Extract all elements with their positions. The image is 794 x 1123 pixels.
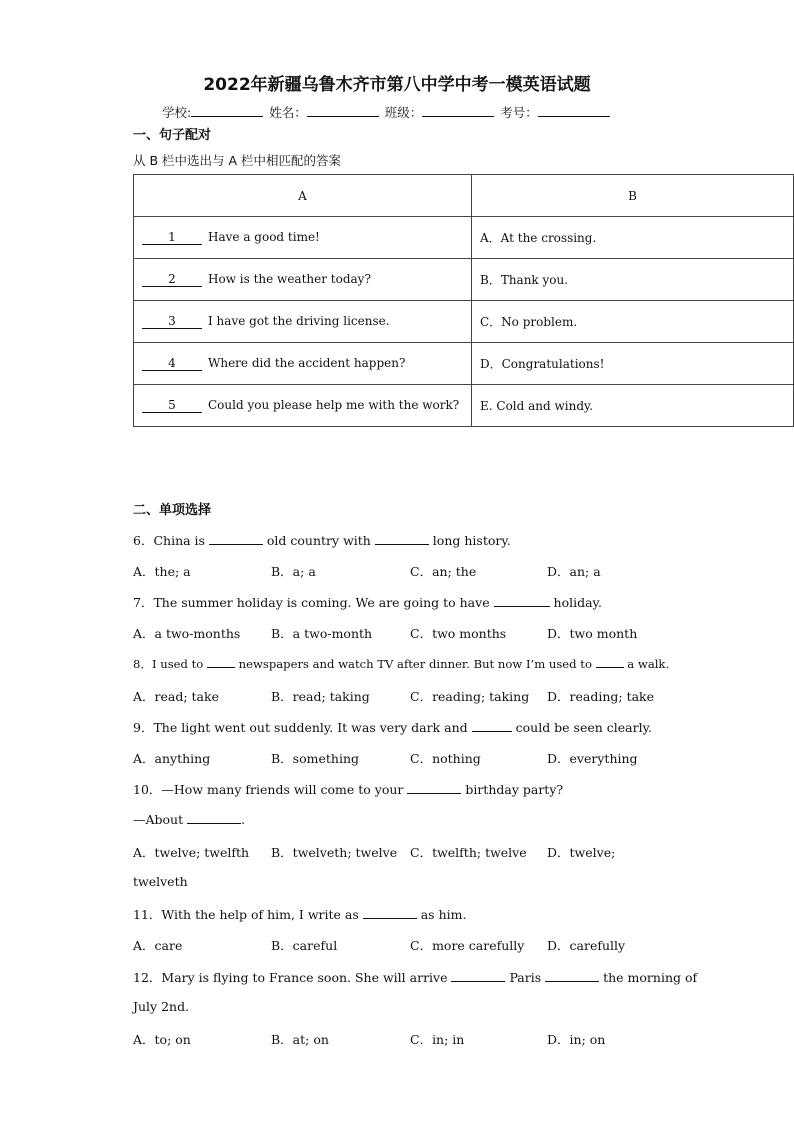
table-row (134, 343, 794, 385)
section1-heading: 一、句子配对 (133, 128, 212, 143)
matching-table (133, 174, 794, 427)
column-a-header: A (134, 175, 472, 217)
cell-b: A．At the crossing. (472, 217, 794, 259)
option-a[interactable]: A．twelve; twelfth (133, 845, 250, 860)
table-header-row (134, 175, 794, 217)
answer-blank[interactable] (596, 656, 624, 668)
class-label: 班级： (384, 105, 423, 120)
answer-blank[interactable]: 4 (142, 357, 202, 371)
option-b[interactable]: B．at; on (271, 1032, 329, 1047)
option-d-wrap: twelveth (133, 874, 188, 889)
sentence-a: How is the weather today? (208, 272, 371, 286)
option-a[interactable]: A．to; on (133, 1032, 191, 1047)
column-b-header: B (472, 175, 794, 217)
option-a[interactable]: A．care (133, 938, 183, 953)
cell-b: B．Thank you. (472, 259, 794, 301)
question-12: 12．Mary is flying to France soon. She will arrive Paris the morning of (133, 970, 698, 985)
cell-b: D．Congratulations! (472, 343, 794, 385)
answer-blank[interactable] (545, 970, 599, 982)
option-c[interactable]: C．more carefully (410, 938, 525, 953)
answer-blank[interactable] (187, 812, 241, 824)
option-c[interactable]: C．an; the (410, 564, 477, 579)
question-6: 6．China is old country with long history. (133, 533, 511, 548)
option-d[interactable]: D．two month (547, 626, 638, 641)
answer-blank[interactable] (207, 656, 235, 668)
answer-blank[interactable] (494, 595, 550, 607)
table-row (134, 385, 794, 427)
cell-a (134, 301, 472, 343)
table-row (134, 301, 794, 343)
answer-blank[interactable] (375, 533, 429, 545)
answer-blank[interactable] (209, 533, 263, 545)
school-blank[interactable] (191, 104, 263, 117)
cell-a (134, 385, 472, 427)
cell-a (134, 259, 472, 301)
option-c[interactable]: C．in; in (410, 1032, 465, 1047)
school-label: 学校: (162, 105, 192, 120)
question-11: 11．With the help of him, I write as as him. (133, 907, 467, 922)
option-b[interactable]: B．twelveth; twelve (271, 845, 398, 860)
exam-no-label: 考号： (500, 105, 538, 120)
option-c[interactable]: C．twelfth; twelve (410, 845, 527, 860)
sentence-a: Where did the accident happen? (208, 356, 406, 370)
student-info-line (162, 103, 612, 121)
cell-b: E. Cold and windy. (472, 385, 794, 427)
sentence-a: Could you please help me with the work? (208, 398, 460, 412)
sentence-a: Have a good time! (208, 230, 320, 244)
option-b[interactable]: B．careful (271, 938, 338, 953)
option-d[interactable]: D．carefully (547, 938, 626, 953)
option-c[interactable]: C．reading; taking (410, 689, 530, 704)
class-blank[interactable] (422, 104, 494, 117)
option-d[interactable]: D．everything (547, 751, 638, 766)
option-a[interactable]: A．anything (133, 751, 211, 766)
section1-instruction: 从 B 栏中选出与 A 栏中相匹配的答案 (133, 153, 342, 168)
answer-blank[interactable] (407, 782, 461, 794)
cell-a (134, 217, 472, 259)
table-row (134, 259, 794, 301)
question-12-cont: July 2nd. (133, 999, 190, 1014)
option-a[interactable]: A．the; a (133, 564, 191, 579)
answer-blank[interactable] (451, 970, 505, 982)
question-8: 8．I used to newspapers and watch TV after dinner. But now I’m used to a walk. (133, 657, 670, 671)
option-b[interactable]: B．something (271, 751, 360, 766)
name-label: 姓名： (269, 105, 307, 120)
option-d[interactable]: D．in; on (547, 1032, 606, 1047)
table-row (134, 217, 794, 259)
question-9: 9．The light went out suddenly. It was very dark and could be seen clearly. (133, 720, 652, 735)
name-blank[interactable] (307, 104, 379, 117)
answer-blank[interactable]: 2 (142, 273, 202, 287)
answer-blank[interactable]: 3 (142, 315, 202, 329)
question-10: 10．—How many friends will come to your birthday party? (133, 782, 564, 797)
option-c[interactable]: C．nothing (410, 751, 481, 766)
question-7: 7．The summer holiday is coming. We are going to have holiday. (133, 595, 602, 610)
answer-blank[interactable]: 5 (142, 399, 202, 413)
option-d[interactable]: D．twelve; (547, 845, 616, 860)
option-d[interactable]: D．an; a (547, 564, 601, 579)
option-a[interactable]: A．a two-months (133, 626, 241, 641)
cell-b: C．No problem. (472, 301, 794, 343)
question-10-reply: —About . (133, 812, 246, 827)
option-b[interactable]: B．a two-month (271, 626, 373, 641)
page-title: 2022年新疆乌鲁木齐市第八中学中考一模英语试题 (203, 75, 591, 95)
section2-heading: 二、单项选择 (133, 503, 212, 518)
option-d[interactable]: D．reading; take (547, 689, 655, 704)
exam-no-blank[interactable] (538, 104, 610, 117)
sentence-a: I have got the driving license. (208, 314, 390, 328)
cell-a (134, 343, 472, 385)
answer-blank[interactable] (363, 907, 417, 919)
answer-blank[interactable] (472, 720, 512, 732)
option-b[interactable]: B．read; taking (271, 689, 370, 704)
option-b[interactable]: B．a; a (271, 564, 316, 579)
option-a[interactable]: A．read; take (133, 689, 219, 704)
answer-blank[interactable]: 1 (142, 231, 202, 245)
option-c[interactable]: C．two months (410, 626, 507, 641)
